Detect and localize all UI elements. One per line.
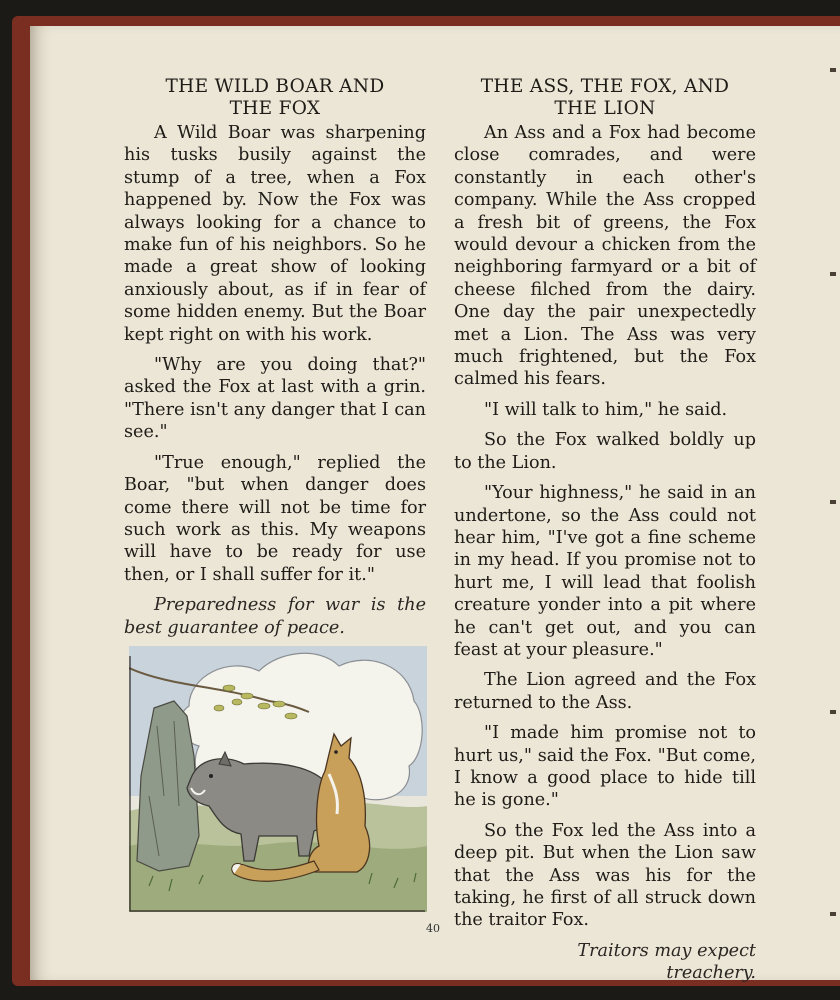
paragraph: "Why are you doing that?" asked the Fox at last with a grin. "There isn't any danger that I can see." bbox=[124, 355, 426, 443]
paragraph: "True enough," replied the Boar, "but when danger does come there will not be time for such work as this. My weapons will have to be ready for use then, or I shall suffer for it." bbox=[124, 452, 426, 585]
fable-title bbox=[124, 76, 426, 120]
paragraph: "I will talk to him," he said. bbox=[484, 399, 728, 420]
fable-moral: Traitors may expect treachery. bbox=[577, 940, 756, 984]
fable-title-line: THE WILD BOAR AND bbox=[165, 76, 385, 97]
paragraph: So the Fox led the Ass into a deep pit. But when the Lion saw that the Ass was his for the taking, he first of all struck down the traitor Fox. bbox=[454, 820, 756, 931]
fable-title-line: THE FOX bbox=[229, 98, 321, 119]
fable-title-line: THE ASS, THE FOX, AND bbox=[480, 76, 730, 97]
page-edge-mark bbox=[830, 272, 836, 276]
fable-title bbox=[454, 76, 756, 120]
paragraph: An Ass and a Fox had become close comrades, and were constantly in each other's company. While the Ass cropped a fresh bit of greens, the Fox would devour a chicken from the neighboring farmyard or a bit of cheese filched from the dairy. One day the pair unexpectedly met a Lion. The Ass was very much frightened, but the Fox calmed his fears. bbox=[454, 123, 756, 390]
boar-and-fox-illustration bbox=[129, 646, 427, 912]
page-edge-mark bbox=[830, 912, 836, 916]
right-column bbox=[454, 76, 756, 993]
fable-title-line: THE LION bbox=[554, 98, 656, 119]
paragraph: A Wild Boar was sharpening his tusks busily against the stump of a tree, when a Fox happened by. Now the Fox was always looking for a chance to make fun of his neighbors. So he made a great show of looking anxiously about, as if in fear of some hidden enemy. But the Boar kept right on with his work. bbox=[124, 123, 426, 345]
page-edge-mark bbox=[830, 68, 836, 72]
page-edge-mark bbox=[830, 500, 836, 504]
left-column bbox=[124, 76, 426, 647]
paragraph: "I made him promise not to hurt us," said the Fox. "But come, I know a good place to hide till he is gone." bbox=[454, 723, 756, 811]
paragraph: The Lion agreed and the Fox returned to the Ass. bbox=[454, 670, 756, 713]
paragraph: "Your highness," he said in an undertone, so the Ass could not hear him, "I've got a fine scheme in my head. If you promise not to hurt me, I will lead that foolish creature yonder into a pit where he can't get out, and you can feast at your pleasure." bbox=[454, 483, 756, 660]
fable-moral: Preparedness for war is the best guarantee of peace. bbox=[124, 595, 426, 638]
page-number: 40 bbox=[426, 922, 440, 935]
page-edge-mark bbox=[830, 710, 836, 714]
paragraph: So the Fox walked boldly up to the Lion. bbox=[454, 430, 756, 473]
